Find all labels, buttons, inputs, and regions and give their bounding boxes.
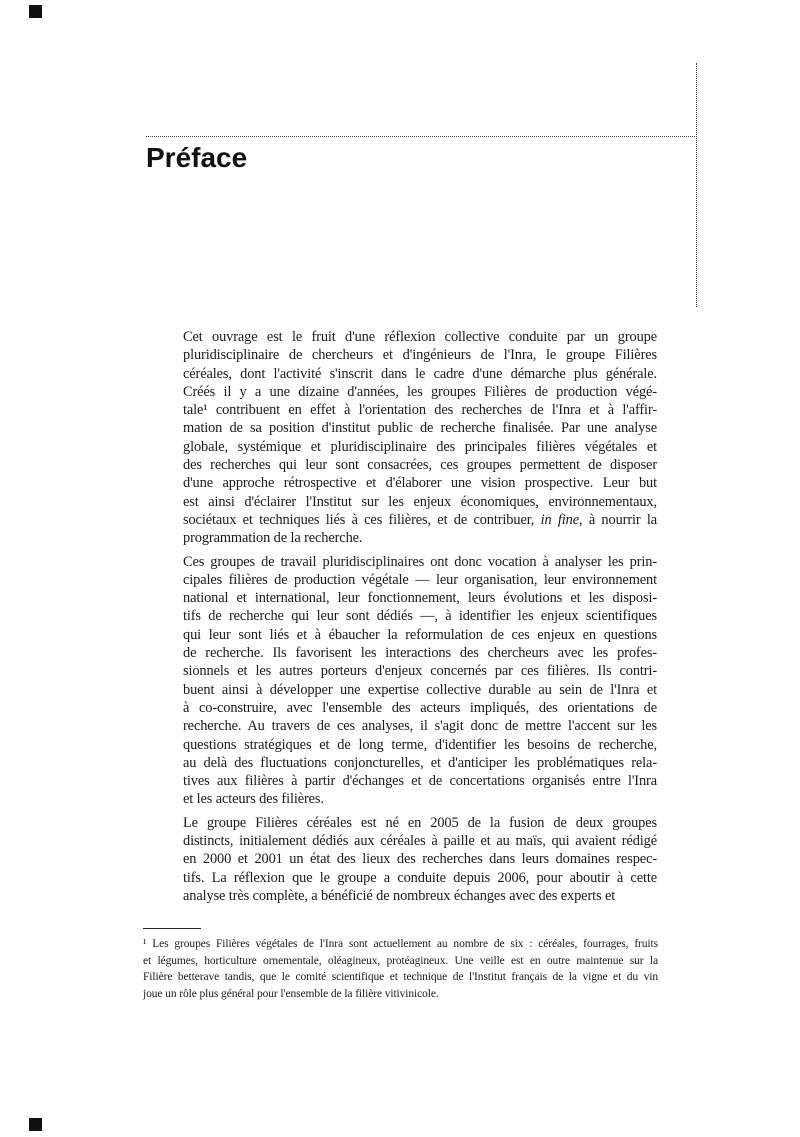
text-line: Le groupe Filières céréales est né en 2005 de la fusion de deux groupes [183,814,657,831]
text-line: est ainsi d'éclairer l'Institut sur les enjeux économiques, environnementaux, [183,493,657,510]
text-line: mation de sa position d'institut public de recherche finalisée. Par une analyse [183,420,657,437]
text-line: en 2000 et 2001 un état des lieux des recherches dans leurs domaines respec- [183,851,657,868]
registration-mark-bottom [29,1118,42,1131]
text-line: céréales, dont l'activité s'inscrit dans le cadre d'une démarche plus générale. [183,365,657,382]
text-line: d'une approche rétrospective et d'élaborer une vision prospective. Leur but [183,475,657,492]
text-line: pluridisciplinaire de chercheurs et d'ingénieurs de l'Inra, le groupe Filières [183,347,657,364]
margin-dotted-rule [696,63,697,307]
paragraph-3 [183,814,657,905]
text-line: national et international, leur fonctionnement, leurs évolutions et les disposi- [183,590,657,607]
paragraph-1 [183,328,657,548]
text-line: Cet ouvrage est le fruit d'une réflexion collective conduite par un groupe [183,329,657,345]
text-line: et les acteurs des filières. [183,791,324,808]
footnote-line: joue un rôle plus général pour l'ensemble de la filière vitivinicole. [143,988,439,1001]
text-line: des recherches qui leur sont consacrées, ces groupes permettent de disposer [183,457,657,474]
text-line: questions stratégiques et de long terme, d'identifier les besoins de recherche, [183,736,657,753]
text-line [183,511,657,529]
text-segment: , à nourrir la [579,511,657,528]
text-line: programmation de la recherche. [183,530,363,547]
latin-phrase: in fine [540,511,580,528]
text-line: au delà des fluctuations conjoncturelles, et d'anticiper les problématiques rela- [183,754,657,771]
text-line: recherche. Au travers de ces analyses, il s'agit donc de mettre l'accent sur les [183,718,657,735]
text-line: globale, systémique et pluridisciplinaire des principales filières végétales et [183,438,657,455]
page-title: Préface [146,142,248,173]
chapter-header-dotted-rule [146,136,697,137]
footnote-line: ¹ Les groupes Filières végétales de l'Inra sont actuellement au nombre de six : céréales, fourrages, fruits [143,938,658,950]
text-line: tifs de recherche qui leur sont dédiés —, à identifier les enjeux scientifiques [183,608,657,625]
paragraph-2 [183,553,657,809]
text-line: buent ainsi à développer une expertise collective durable au sein de l'Inra et [183,681,657,698]
text-line: Créés il y a une dizaine d'années, les groupes Filières de production végé- [183,383,657,400]
footnote-line: Filière betterave tandis, que le comité scientifique et technique de l'Institut français de la vigne et du vin [143,971,658,984]
footnote-line: et légumes, horticulture ornementale, oléagineux, protéagineux. Une veille est en outre maintenue sur la [143,954,658,967]
text-line: de recherche. Ils favorisent les interactions des chercheurs avec les profes- [183,645,657,662]
text-line: tifs. La réflexion que le groupe a conduite depuis 2006, pour aboutir à cette [183,869,657,886]
text-line: à co-construire, avec l'ensemble des acteurs impliqués, des orientations de [183,699,657,716]
text-line: tale¹ contribuent en effet à l'orientation des recherches de l'Inra et à l'affir- [183,402,657,419]
text-line: tives aux filières à partir d'échanges et de concertations organisés entre l'Inra [183,773,657,790]
text-line: sionnels et les autres porteurs d'enjeux concernés par ces filières. Ils contri- [183,663,657,680]
text-line: Ces groupes de travail pluridisciplinaires ont donc vocation à analyser les prin- [183,553,657,570]
preface-body [183,328,657,910]
text-line: cipales filières de production végétale — leur organisation, leur environnement [183,571,657,588]
text-line: qui leur sont liés et à ébaucher la reformulation de ces enjeux en questions [183,626,657,643]
text-line: distincts, initialement dédiés aux céréales à paille et au maïs, qui avaient rédigé [183,833,657,850]
footnote-separator-rule [143,928,201,929]
footnote [143,928,658,1003]
text-segment: sociétaux et techniques liés à ces filières, et de contribuer, [183,511,541,528]
text-line: analyse très complète, a bénéficié de nombreux échanges avec des experts et [183,887,616,904]
registration-mark-top [29,5,42,18]
